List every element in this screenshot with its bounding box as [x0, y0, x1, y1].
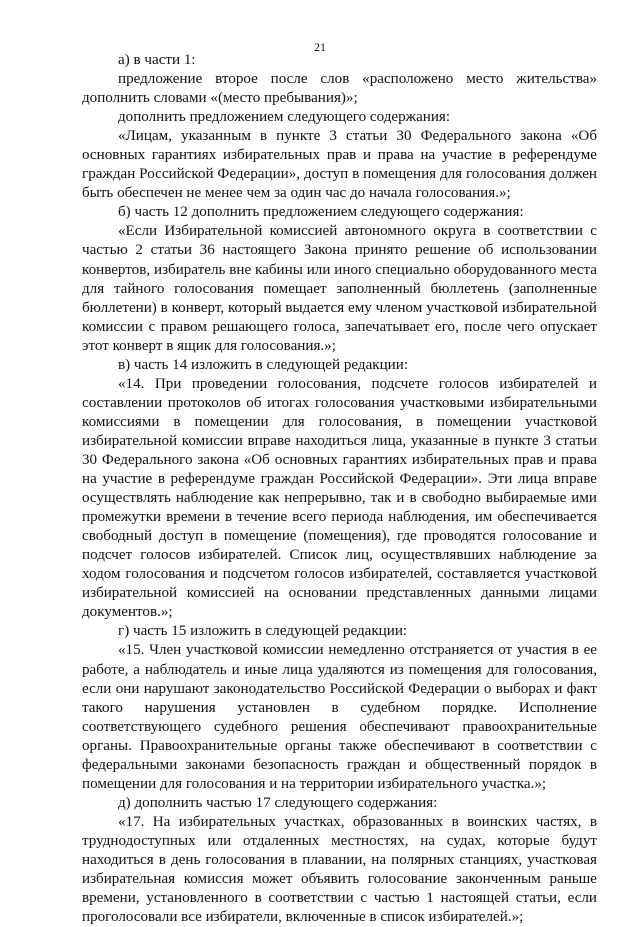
paragraph-b-quoted-text: «Если Избирательной комиссией автономного округа в соответствии с частью 2 статьи 36 настоящего Закона принято решение об использовании конвертов, избиратель вне кабины или иного специально оборудованного места для тайного голосования помещает заполненный бюллетень (заполненные бюллетени) в конверт, который выдается ему членом участковой избирательной комиссии с правом решающего голоса, запечатывает его, после чего опускает этот конверт в ящик для голосования.»; [82, 223, 597, 354]
page-number: 21 [314, 40, 326, 54]
document-body [82, 51, 597, 927]
paragraph-a-heading: а) в части 1: [118, 52, 196, 68]
paragraph-a-sentence-two: предложение второе после слов «расположено место жительства» дополнить словами «(место пребывания)»; [82, 71, 597, 107]
paragraph-d-heading: д) дополнить частью 17 следующего содержания: [118, 794, 438, 811]
paragraph-g-heading: г) часть 15 изложить в следующей редакции: [118, 623, 408, 640]
paragraph-d-quoted-text: «17. На избирательных участках, образованных в воинских частях, в труднодоступных или отдаленных местностях, на судах, которые будут находиться в день голосования в плавании, на полярных станциях, участковая избирательная комиссия может объявить голосование законченным раньше времени, установленного в соответствии с частью 1 настоящей статьи, если проголосовали все избиратели, включенные в список избирателей.»; [82, 813, 597, 926]
paragraph-v-quoted-text: «14. При проведении голосования, подсчете голосов избирателей и составлении протоколов об итогах голосования участковыми избирательными комиссиями в помещении для голосования, в помещении участковой избирательной комиссии вправе находиться лица, указанные в пункте 3 статьи 30 Федерального закона «Об основных гарантиях избирательных прав и права на участие в референдуме граждан Российской Федерации». Эти лица вправе осуществлять наблюдение как непрерывно, так и в свободно выбираемые ими промежутки времени в течение всего периода наблюдения, им обеспечивается свободный доступ в помещение (помещения), где проводятся голосование и подсчет голосов избирателей. Список лиц, осуществлявших наблюдение за ходом голосования и подсчетом голосов избирателей, составляется участковой избирательной комиссией на основании представленных данными лицами документов.»; [82, 375, 597, 621]
paragraph-b-heading: б) часть 12 дополнить предложением следующего содержания: [118, 204, 524, 221]
paragraph-v-heading: в) часть 14 изложить в следующей редакции: [118, 356, 409, 373]
paragraph-a-quoted-text: «Лицам, указанным в пункте 3 статьи 30 Федерального закона «Об основных гарантиях избирательных прав и права на участие в референдуме граждан Российской Федерации», доступ в помещения для голосования должен быть обеспечен не менее чем за один час до начала голосования.»; [82, 128, 597, 202]
paragraph-a-add-sentence: дополнить предложением следующего содержания: [118, 109, 451, 126]
paragraph-g-quoted-text: «15. Член участковой комиссии немедленно отстраняется от участия в ее работе, а наблюдатель и иные лица удаляются из помещения для голосования, если они нарушают законодательство Российской Федерации о выборах и факт такого нарушения установлен в судебном порядке. Исполнение соответствующего судебного решения обеспечивают правоохранительные органы. Правоохранительные органы также обеспечивают в соответствии с федеральными законами безопасность граждан и общественный порядок в помещении для голосования и на территории избирательного участка.»; [82, 642, 597, 792]
